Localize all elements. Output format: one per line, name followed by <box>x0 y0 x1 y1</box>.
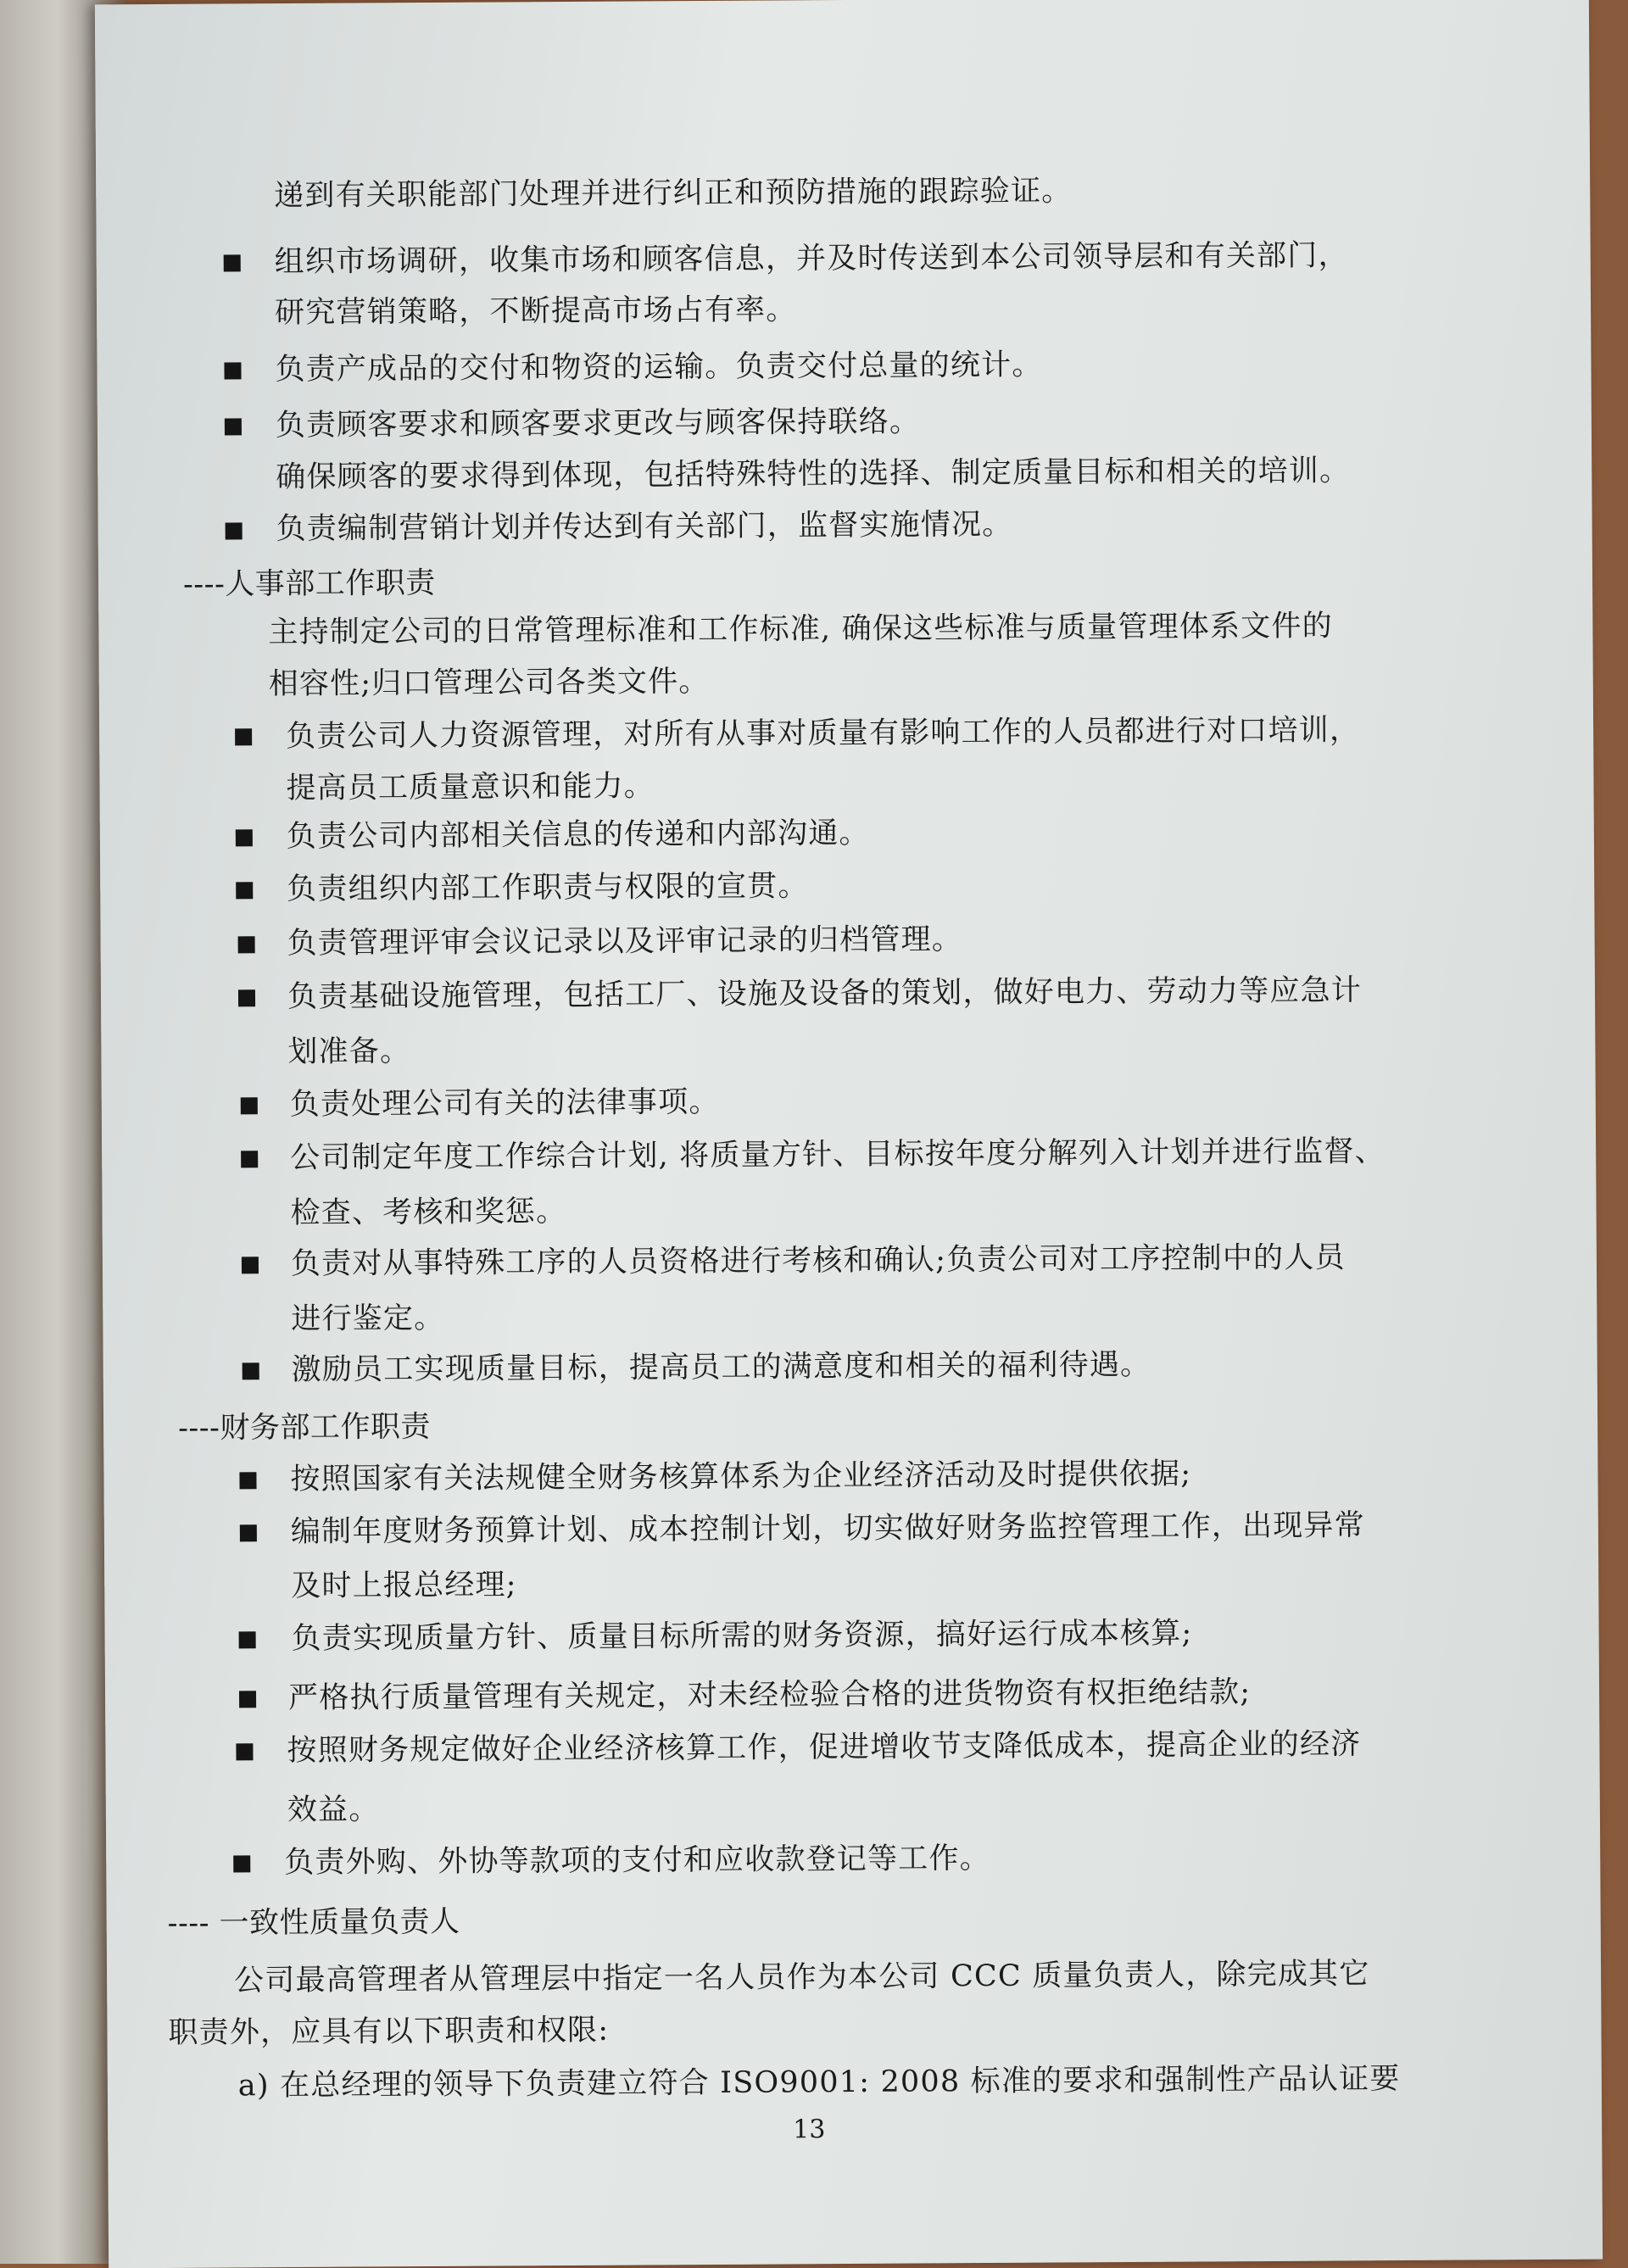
text-line: 效益。 <box>287 1792 380 1828</box>
bullet-icon <box>226 522 243 539</box>
bullet-icon <box>224 362 241 379</box>
text-line: 编制年度财务预算计划、成本控制计划，切实做好财务监控管理工作，出现异常 <box>290 1508 1365 1550</box>
bullet-icon <box>239 1691 256 1708</box>
text-line: 负责管理评审会议记录以及评审记录的归档管理。 <box>287 922 963 961</box>
text-line: 递到有关职能部门处理并进行纠正和预防措施的跟踪验证。 <box>274 174 1073 214</box>
bullet-icon <box>241 1097 258 1114</box>
text-line: 负责公司人力资源管理，对所有从事对质量有影响工作的人员都进行对口培训， <box>286 713 1361 755</box>
bullet-icon <box>233 1855 250 1872</box>
text-line: 检查、考核和奖惩。 <box>290 1195 567 1231</box>
text-line: 进行鉴定。 <box>291 1301 445 1337</box>
bullet-icon <box>238 936 255 953</box>
text-line: 相容性;归口管理公司各类文件。 <box>268 664 710 702</box>
text-line: 确保顾客的要求得到体现，包括特殊特性的选择、制定质量目标和相关的培训。 <box>276 454 1351 495</box>
text-line: a) 在总经理的领导下负责建立符合 ISO9001: 2008 标准的要求和强制性产品认证要 <box>237 2062 1401 2104</box>
section-heading-finance: ----财务部工作职责 <box>178 1410 432 1446</box>
bullet-icon <box>236 882 253 899</box>
text-line: 负责编制营销计划并传达到有关部门，监督实施情况。 <box>276 507 1013 547</box>
text-line: 按照财务规定做好企业经济核算工作，促进增收节支降低成本，提高企业的经济 <box>287 1727 1362 1769</box>
text-line: 负责顾客要求和顾客要求更改与顾客保持联络。 <box>275 404 921 443</box>
text-line: 负责外购、外协等款项的支付和应收款登记等工作。 <box>284 1841 990 1881</box>
text-line: 主持制定公司的日常管理标准和工作标准, 确保这些标准与质量管理体系文件的 <box>268 609 1333 650</box>
bullet-icon <box>225 418 242 435</box>
text-line: 严格执行质量管理有关规定，对未经检验合格的进货物资有权拒绝结款; <box>287 1675 1252 1716</box>
text-line: 公司最高管理者从管理层中指定一名人员作为本公司 CCC 质量负责人，除完成其它 <box>233 1957 1370 1998</box>
bullet-icon <box>238 989 255 1006</box>
text-line: 负责组织内部工作职责与权限的宣贯。 <box>287 869 809 907</box>
bullet-icon <box>236 829 253 846</box>
text-line: 及时上报总经理; <box>291 1568 517 1604</box>
text-line: 职责外，应具有以下职责和权限: <box>168 2013 610 2050</box>
text-line: 研究营销策略，不断提高市场占有率。 <box>274 293 797 331</box>
page-number: 13 <box>793 2115 826 2145</box>
text-line: 负责产成品的交付和物资的运输。负责交付总量的统计。 <box>275 348 1043 387</box>
text-line: 组织市场调研，收集市场和顾客信息，并及时传送到本公司领导层和有关部门， <box>274 238 1349 280</box>
document-page <box>95 0 1603 2268</box>
text-line: 负责公司内部相关信息的传递和内部沟通。 <box>286 816 870 855</box>
text-line: 公司制定年度工作综合计划, 将质量方针、目标按年度分解列入计划并进行监督、 <box>290 1134 1385 1176</box>
bullet-icon <box>243 1362 259 1379</box>
bullet-icon <box>242 1257 259 1273</box>
bullet-icon <box>235 728 252 745</box>
bullet-icon <box>239 1631 256 1648</box>
text-line: 负责对从事特殊工序的人员资格进行考核和确认;负责公司对工序控制中的人员 <box>290 1240 1346 1282</box>
bullet-icon <box>239 1472 256 1489</box>
bullet-icon <box>224 254 241 271</box>
bullet-icon <box>241 1151 258 1167</box>
section-heading-quality: ---- 一致性质量负责人 <box>167 1904 460 1941</box>
text-line: 负责基础设施管理，包括工厂、设施及设备的策划，做好电力、劳动力等应急计 <box>287 973 1363 1015</box>
text-line: 按照国家有关法规健全财务核算体系为企业经济活动及时提供依据; <box>290 1457 1192 1497</box>
text-line: 激励员工实现质量目标，提高员工的满意度和相关的福利待遇。 <box>291 1347 1151 1388</box>
bullet-icon <box>236 1743 253 1760</box>
text-line: 划准备。 <box>287 1034 411 1070</box>
text-line: 负责实现质量方针、质量目标所需的财务资源，搞好运行成本核算; <box>291 1616 1193 1657</box>
text-line: 负责处理公司有关的法律事项。 <box>289 1084 720 1123</box>
text-line: 提高员工质量意识和能力。 <box>286 769 655 806</box>
bullet-icon <box>240 1524 257 1541</box>
section-heading-hr: ----人事部工作职责 <box>182 566 436 602</box>
